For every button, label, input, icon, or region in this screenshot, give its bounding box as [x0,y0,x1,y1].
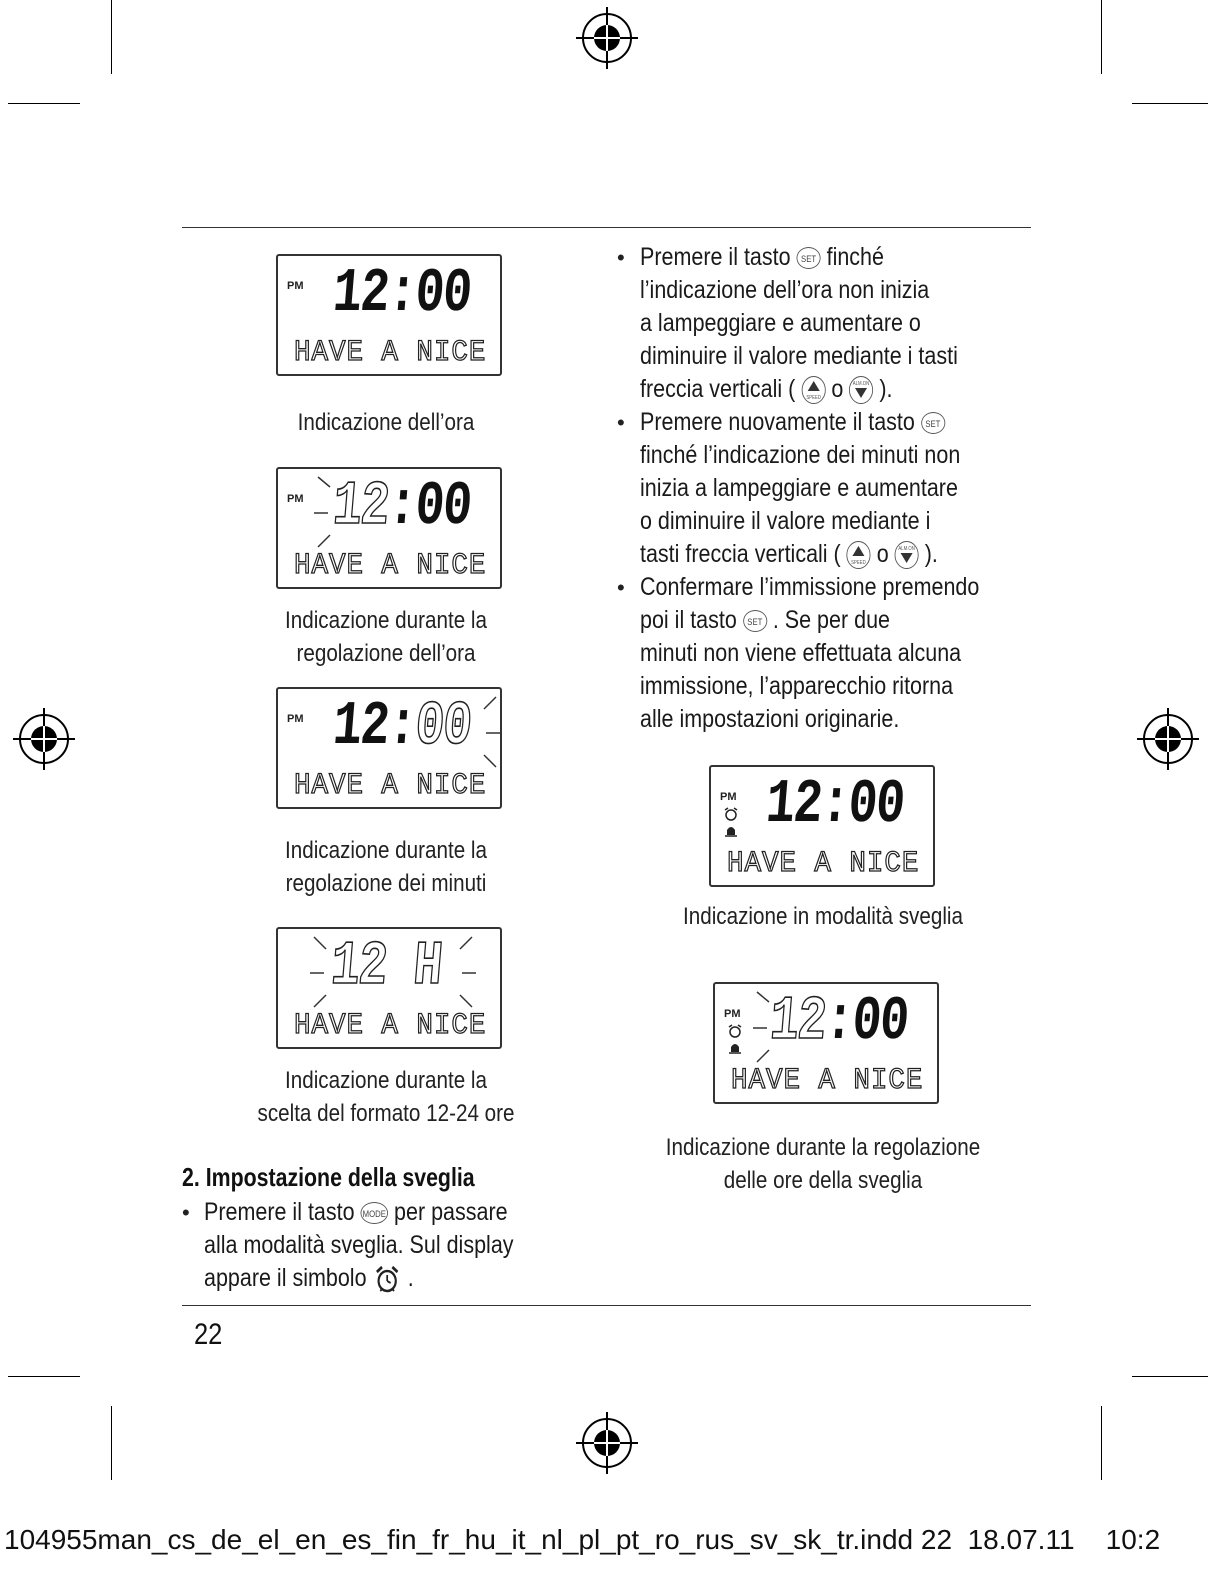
up-arrow-button-icon [847,541,871,569]
caption-line: Indicazione durante la [285,837,487,864]
bullet3-line3: minuti non viene effettuata alcuna [640,639,962,667]
caption-format-select [214,1064,558,1130]
bell-icon [723,824,739,838]
blink-rays-icon [314,473,354,553]
bullet1-line2: l’indicazione dell’ora non inizia [640,276,930,304]
mode-button-icon: MODE [361,1202,389,1224]
section-line-1: Premere il tasto MODE per passare [204,1198,508,1226]
lcd-message: HAVE A NICE [727,847,920,881]
alarm-clock-icon [727,1024,743,1038]
bullet2-line4: o diminuire il valore mediante i [640,507,931,535]
registration-mark-icon [1137,708,1199,770]
crop-mark [8,1376,80,1377]
bullet2-line2: finché l’indicazione dei minuti non [640,441,961,469]
section-line-2: alla modalità sveglia. Sul display [204,1231,514,1259]
pm-indicator: PM [287,280,304,292]
caption-hour-adjust [214,604,558,670]
top-rule [182,227,1031,228]
pm-indicator: PM [287,493,304,505]
bullet3-line2: poi il tasto SET . Se per due [640,606,890,634]
alarm-clock-icon [373,1264,402,1294]
crop-mark [1132,103,1208,104]
bullet1-line5: freccia verticali ( SPEED o ALM.ON ). [640,375,893,403]
lcd-digits: 12:00 [330,258,474,329]
down-arrow-button-icon [849,376,873,404]
footer-slug [4,1524,1160,1556]
lcd-message: HAVE A NICE [731,1064,924,1098]
pm-indicator: PM [287,713,304,725]
section-line-3: appare il simbolo . [204,1262,414,1295]
bullet1-line1: Premere il tasto SET finché [640,243,884,271]
set-button-icon: SET [743,610,767,632]
section-heading: 2. Impostazione della sveglia [182,1162,475,1192]
caption-line: scelta del formato 12-24 ore [257,1100,515,1127]
bullet: • [617,245,625,270]
lcd-digits: 12:00 [767,986,911,1057]
bullet: • [617,575,625,600]
page-number: 22 [194,1318,223,1351]
bullet: • [182,1200,190,1225]
lcd-message: HAVE A NICE [294,549,487,583]
svg-text:ALM.ON: ALM.ON [898,546,915,552]
caption-line: Indicazione durante la regolazione [665,1134,981,1161]
caption-alarm-mode: Indicazione in modalità sveglia [683,903,963,930]
svg-text:SPEED: SPEED [806,395,821,401]
crop-mark [1132,1376,1208,1377]
bell-icon [727,1041,743,1055]
footer-time: 10:2 [1105,1524,1161,1555]
set-button-icon: SET [797,247,821,269]
up-arrow-button-icon [801,376,825,404]
svg-text:SPEED: SPEED [851,560,867,566]
bullet1-line3: a lampeggiare e aumentare o [640,309,921,337]
svg-text:ALM.ON: ALM.ON [853,381,870,387]
caption-line: regolazione dei minuti [285,870,487,897]
lcd-format-display [276,927,502,1049]
lcd-digits: 12:00 [330,471,474,542]
bullet2-line3: inizia a lampeggiare e aumentare [640,474,958,502]
caption-time-display: Indicazione dell’ora [297,409,475,436]
lcd-digits: 12:00 [330,691,474,762]
bottom-rule [182,1305,1031,1306]
footer-filename: 104955man_cs_de_el_en_es_fin_fr_hu_it_nl_pl_pt_ro_rus_sv_sk_tr.indd 22 [4,1524,953,1555]
blink-rays-icon [476,693,502,773]
lcd-message: HAVE A NICE [294,1009,487,1043]
lcd-time-display [276,254,502,376]
registration-mark-icon [576,7,638,69]
lcd-message: HAVE A NICE [294,769,487,803]
bullet2-line1: Premere nuovamente il tasto SET [640,406,945,439]
crop-mark [8,103,80,104]
footer-date: 18.07.11 [967,1524,1075,1555]
lcd-alarm-mode-display [709,765,935,887]
crop-mark [1101,1406,1102,1480]
caption-line: delle ore della sveglia [723,1167,923,1194]
lcd-minute-adjust-display [276,687,502,809]
bullet3-line5: alle impostazioni originarie. [640,705,900,733]
bullet1-line4: diminuire il valore mediante i tasti [640,342,958,370]
lcd-message: HAVE A NICE [294,336,487,370]
lcd-digits: 12:00 [763,769,907,840]
caption-alarm-hour-adjust [651,1131,995,1197]
pm-indicator: PM [720,791,737,803]
lcd-hour-adjust-display [276,467,502,589]
caption-line: Indicazione durante la [285,607,487,634]
crop-mark [111,0,112,74]
lcd-format-text: 12 H [328,931,444,1002]
pm-indicator: PM [724,1008,741,1020]
bullet3-line4: immissione, l’apparecchio ritorna [640,672,954,700]
lcd-digits [328,931,462,1003]
down-arrow-button-icon [895,541,919,569]
crop-mark [1101,0,1102,74]
caption-line: regolazione dell’ora [296,640,476,667]
alarm-clock-icon [723,807,739,821]
registration-mark-icon [576,1412,638,1474]
crop-mark [111,1406,112,1480]
set-button-icon: SET [921,412,945,434]
registration-mark-icon [13,708,75,770]
bullet: • [617,410,625,435]
bullet3-line1: Confermare l’immissione premendo [640,573,980,601]
caption-minute-adjust [214,834,558,900]
caption-line: Indicazione durante la [285,1067,487,1094]
lcd-alarm-hour-adjust-display [713,982,939,1104]
bullet2-line5: tasti freccia verticali ( SPEED o ALM.ON ). [640,540,938,568]
